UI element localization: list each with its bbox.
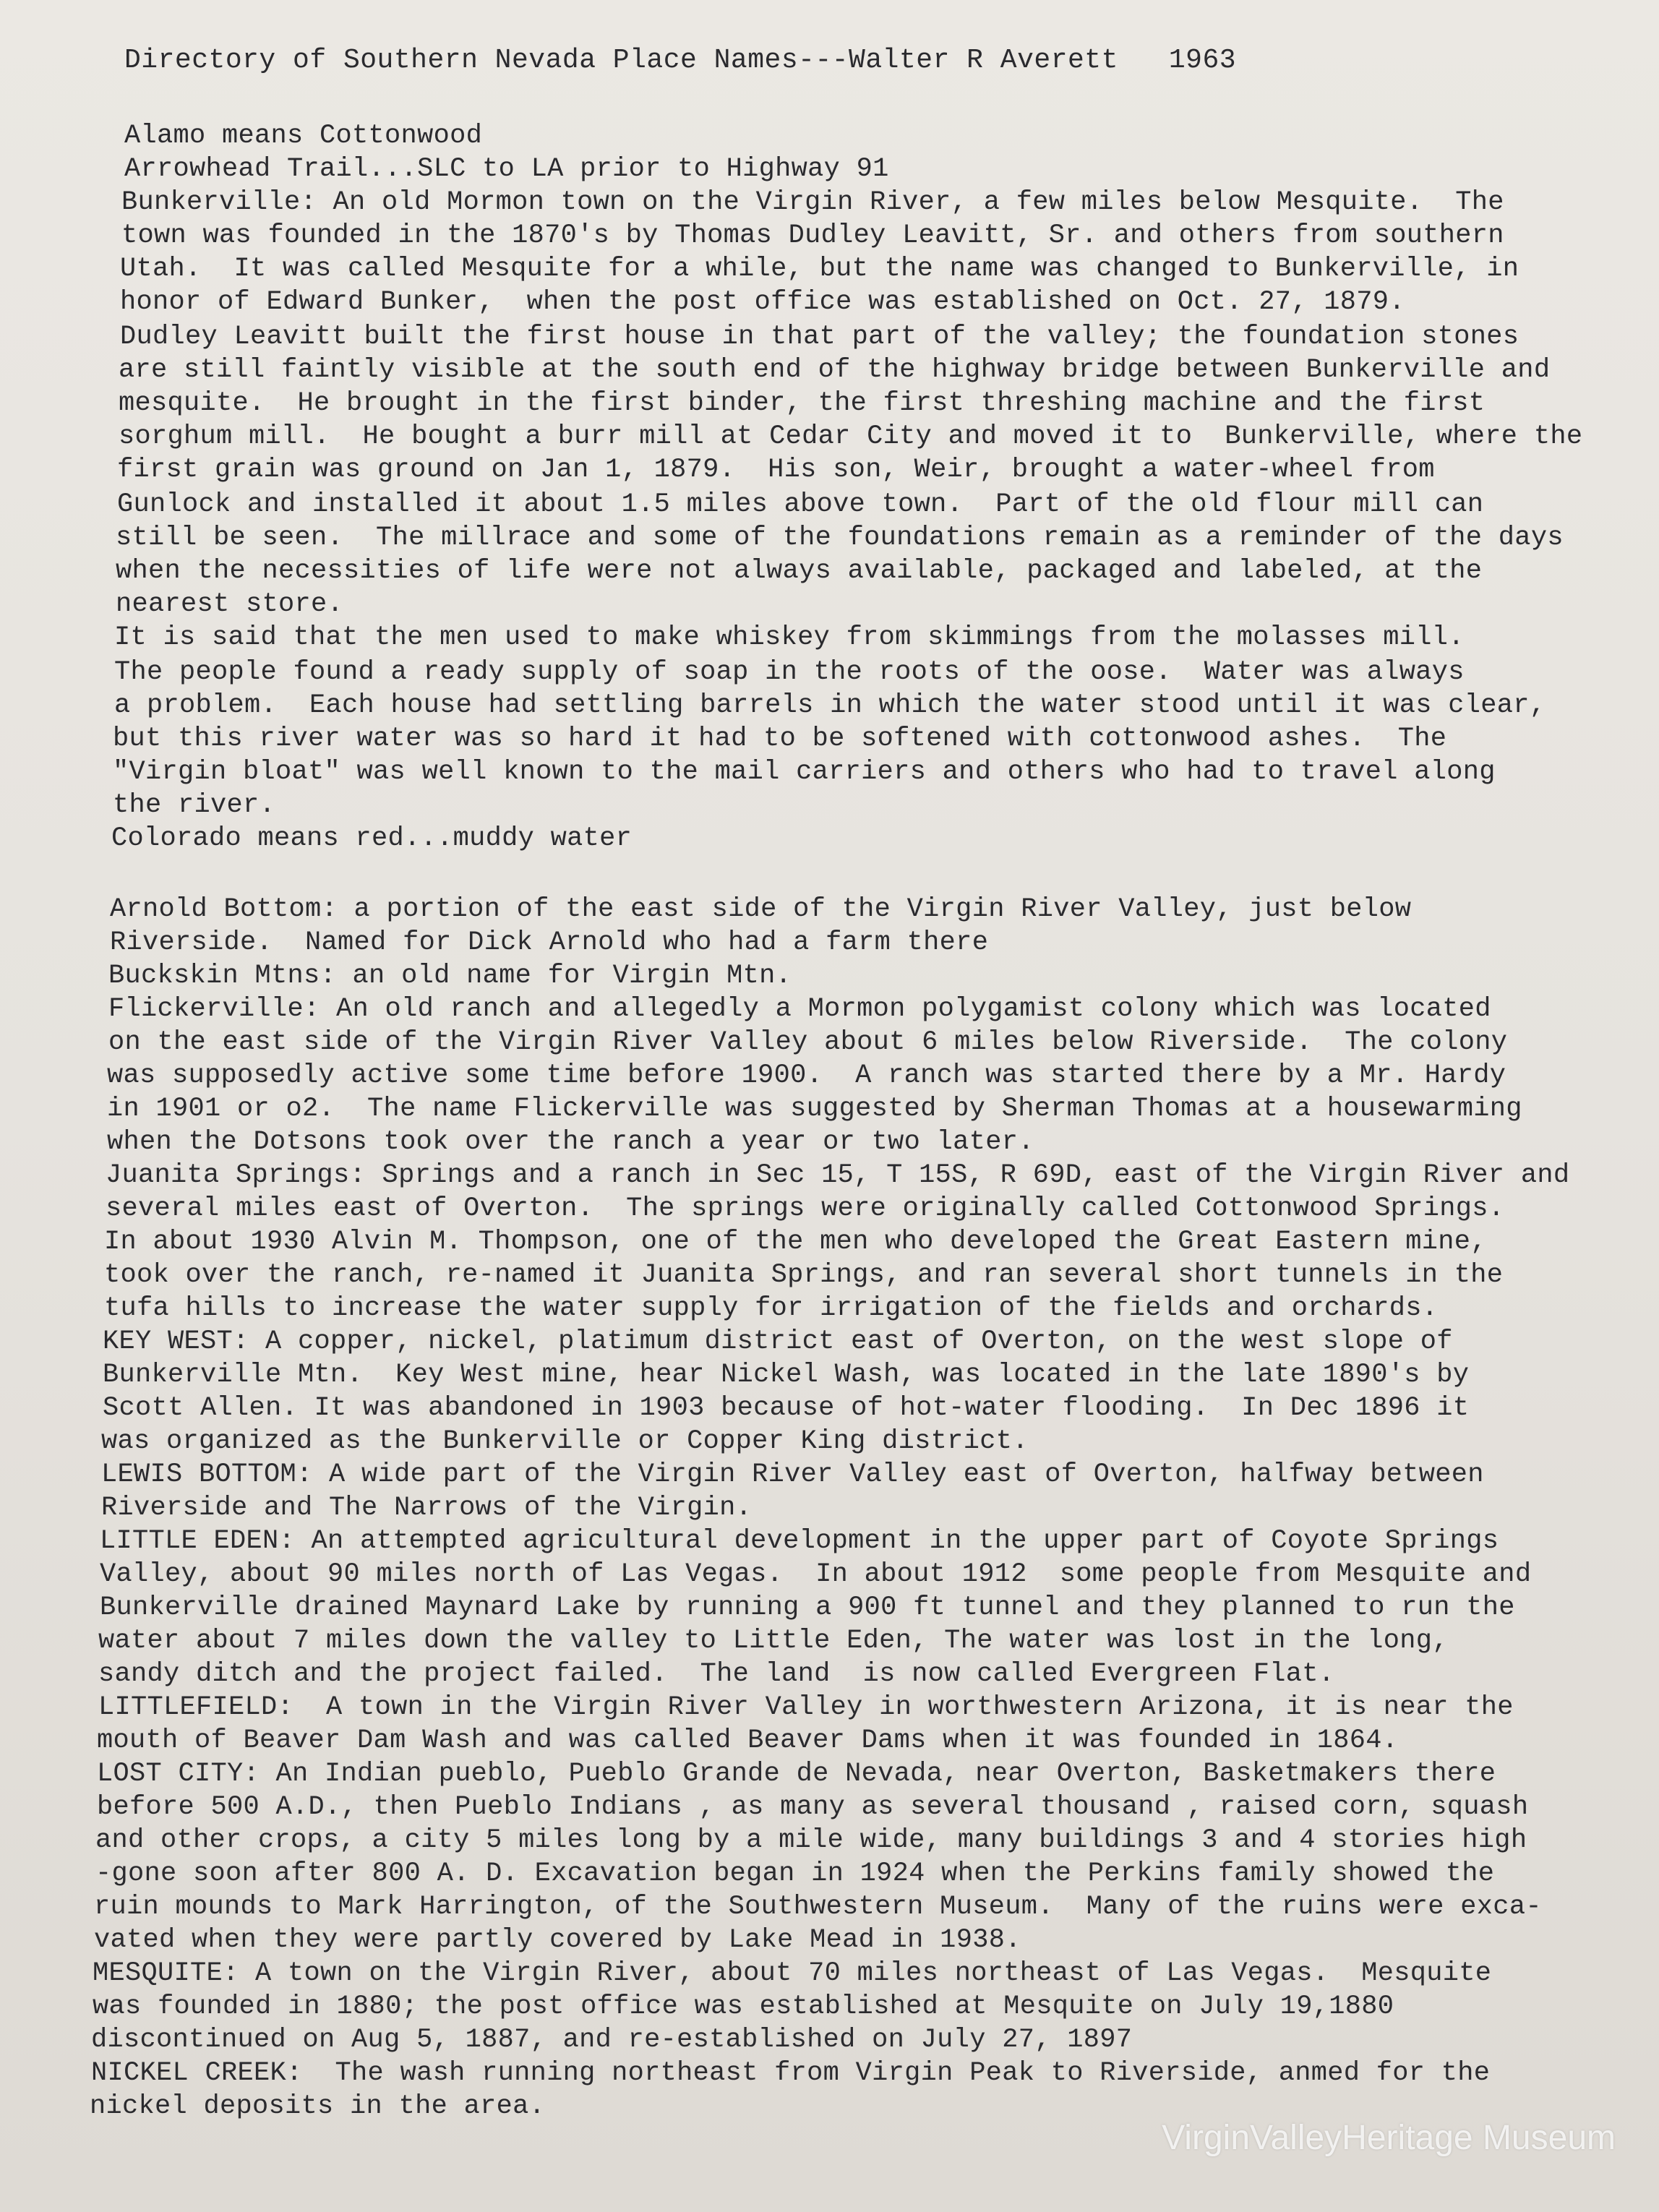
museum-watermark: VirginValleyHeritage Museum (1162, 2119, 1616, 2157)
text-line: on the east side of the Virgin River Valley about 6 miles below Riverside. The colony (108, 1027, 1508, 1058)
text-line: -gone soon after 800 A. D. Excavation began in 1924 when the Perkins family showed the (95, 1859, 1495, 1889)
text-line: KEY WEST: A copper, nickel, platimum district east of Overton, on the west slope of (103, 1326, 1453, 1357)
text-line: water about 7 miles down the valley to Little Eden, The water was lost in the long, (98, 1626, 1449, 1656)
text-line: Bunkerville drained Maynard Lake by running a 900 ft tunnel and they planned to run the (100, 1592, 1515, 1623)
text-line: first grain was ground on Jan 1, 1879. His son, Weir, brought a water-wheel from (117, 455, 1435, 485)
text-line: Colorado means red...muddy water (111, 823, 633, 854)
text-line: Arnold Bottom: a portion of the east side of the Virgin River Valley, just below (110, 894, 1412, 925)
text-line: Riverside. Named for Dick Arnold who had a farm there (110, 927, 989, 958)
text-line: Utah. It was called Mesquite for a while, but the name was changed to Bunkerville, in (120, 254, 1519, 284)
text-line: Flickerville: An old ranch and allegedly a Mormon polygamist colony which was located (108, 994, 1491, 1024)
text-line: tufa hills to increase the water supply for irrigation of the fields and orchards. (104, 1293, 1439, 1324)
text-line: was organized as the Bunkerville or Copper King district. (101, 1426, 1029, 1457)
text-line: honor of Edward Bunker, when the post office was established on Oct. 27, 1879. (120, 287, 1405, 317)
text-line: are still faintly visible at the south end of the highway bridge between Bunkerville and (119, 355, 1551, 385)
text-line: Gunlock and installed it about 1.5 miles above town. Part of the old flour mill can (117, 489, 1484, 520)
text-line: Riverside and The Narrows of the Virgin. (101, 1493, 753, 1523)
text-line: LITTLE EDEN: An attempted agricultural development in the upper part of Coyote Springs (100, 1526, 1499, 1556)
text-line: In about 1930 Alvin M. Thompson, one of the men who developed the Great Eastern mine, (104, 1227, 1487, 1257)
text-line: a problem. Each house had settling barrels in which the water stood until it was clear, (114, 690, 1546, 721)
text-line: discontinued on Aug 5, 1887, and re-established on July 27, 1897 (91, 2025, 1133, 2055)
text-line: nearest store. (116, 589, 344, 620)
text-line: LITTLEFIELD: A town in the Virgin River Valley in worthwestern Arizona, it is near the (98, 1692, 1514, 1723)
text-line: Bunkerville: An old Mormon town on the Virgin River, a few miles below Mesquite. The (121, 187, 1504, 218)
text-line: when the necessities of life were not always available, packaged and labeled, at the (116, 556, 1483, 586)
text-line: sorghum mill. He bought a burr mill at Cedar City and moved it to Bunkerville, where the (119, 421, 1583, 452)
text-line: The people found a ready supply of soap in the roots of the oose. Water was always (114, 657, 1465, 687)
text-line: Scott Allen. It was abandoned in 1903 because of hot-water flooding. In Dec 1896 it (103, 1393, 1470, 1423)
text-line: town was founded in the 1870's by Thomas Dudley Leavitt, Sr. and others from southern (121, 220, 1504, 251)
text-line: and other crops, a city 5 miles long by a mile wide, many buildings 3 and 4 stories high (95, 1825, 1527, 1856)
text-line: vated when they were partly covered by Lake Mead in 1938. (94, 1925, 1021, 1955)
text-line: ruin mounds to Mark Harrington, of the Southwestern Museum. Many of the ruins were exca- (94, 1892, 1542, 1922)
text-line: Bunkerville Mtn. Key West mine, hear Nickel Wash, was located in the late 1890's by (103, 1360, 1470, 1390)
text-line: was supposedly active some time before 1900. A ranch was started there by a Mr. Hardy (107, 1060, 1506, 1091)
text-line: Buckskin Mtns: an old name for Virgin Mtn. (108, 961, 792, 991)
text-line: the river. (113, 790, 276, 820)
text-line: NICKEL CREEK: The wash running northeast from Virgin Peak to Riverside, anmed for the (91, 2058, 1491, 2088)
text-line: LEWIS BOTTOM: A wide part of the Virgin River Valley east of Overton, halfway between (101, 1459, 1484, 1490)
text-line: Dudley Leavitt built the first house in that part of the valley; the foundation stones (120, 322, 1519, 352)
text-line: but this river water was so hard it had to be softened with cottonwood ashes. The (113, 724, 1447, 754)
text-line: still be seen. The millrace and some of the foundations remain as a reminder of the days (116, 523, 1564, 553)
text-line: Alamo means Cottonwood (124, 121, 483, 151)
text-line: mouth of Beaver Dam Wash and was called Beaver Dams when it was founded in 1864. (97, 1726, 1399, 1756)
text-line: nickel deposits in the area. (90, 2091, 546, 2122)
text-line: mesquite. He brought in the first binder, the first threshing machine and the first (119, 388, 1486, 419)
text-line: Arrowhead Trail...SLC to LA prior to Highway 91 (124, 154, 889, 184)
text-line: sandy ditch and the project failed. The land is now called Evergreen Flat. (98, 1659, 1335, 1689)
text-line: "Virgin bloat" was well known to the mail carriers and others who had to travel along (113, 757, 1496, 787)
text-line: several miles east of Overton. The springs were originally called Cottonwood Springs. (106, 1193, 1505, 1224)
text-line: LOST CITY: An Indian pueblo, Pueblo Grande de Nevada, near Overton, Basketmakers there (97, 1759, 1496, 1789)
text-line: Valley, about 90 miles north of Las Vegas. In about 1912 some people from Mesquite and (100, 1559, 1532, 1590)
text-line: when the Dotsons took over the ranch a year or two later. (107, 1127, 1034, 1157)
text-line: before 500 A.D., then Pueblo Indians , as many as several thousand , raised corn, squash (97, 1792, 1529, 1822)
text-line: MESQUITE: A town on the Virgin River, about 70 miles northeast of Las Vegas. Mesquite (93, 1958, 1492, 1989)
text-line: took over the ranch, re-named it Juanita Springs, and ran several short tunnels in the (104, 1260, 1504, 1290)
text-line: It is said that the men used to make whiskey from skimmings from the molasses mill. (114, 622, 1465, 653)
text-line: Juanita Springs: Springs and a ranch in Sec 15, T 15S, R 69D, east of the Virgin River and (106, 1160, 1570, 1191)
text-line: was founded in 1880; the post office was established at Mesquite on July 19,1880 (93, 1992, 1394, 2022)
text-line: in 1901 or o2. The name Flickerville was suggested by Sherman Thomas at a housewarming (107, 1094, 1522, 1124)
document-header: Directory of Southern Nevada Place Names---Walter R Averett 1963 (124, 45, 1237, 76)
